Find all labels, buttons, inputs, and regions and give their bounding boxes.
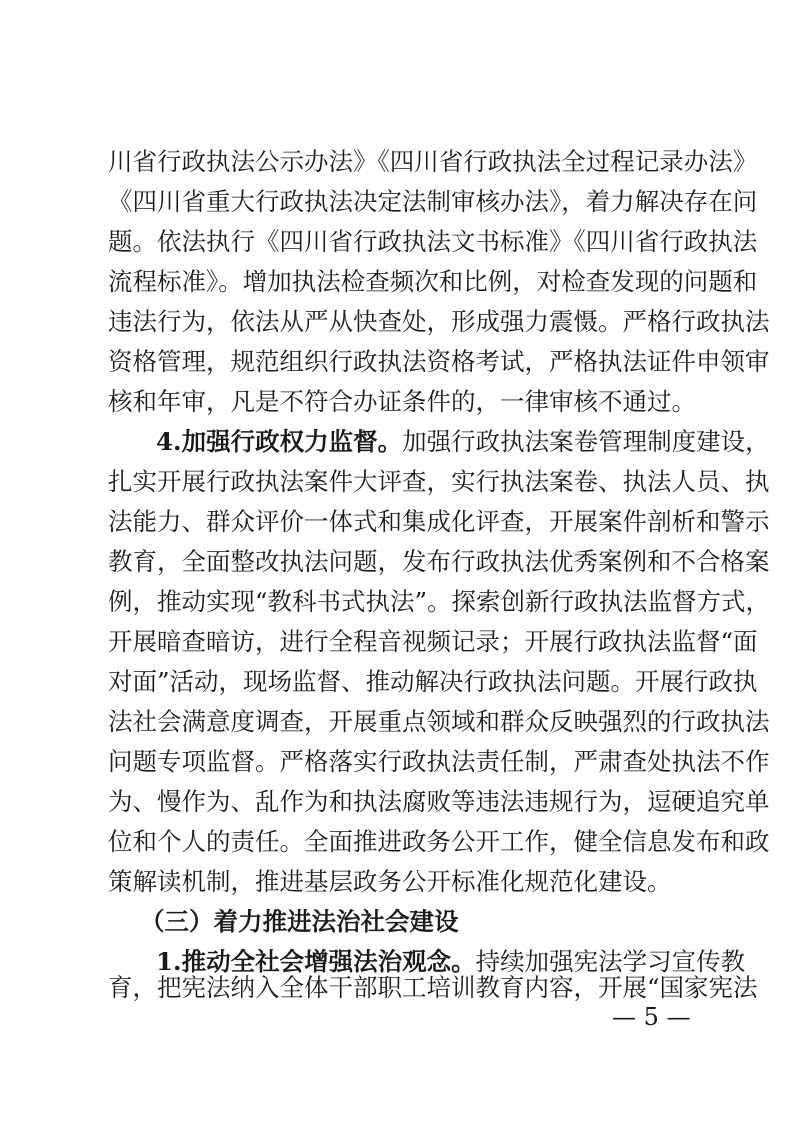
body-text-line: 育，把宪法纳入全体干部职工培训教育内容，开展“国家宪法: [108, 973, 758, 1002]
body-text-line: 法能力、群众评价一体式和集成化评查，开展案件剖析和警示: [108, 507, 770, 536]
body-text-line: 《四川省重大行政执法决定法制审核办法》，着力解决存在问: [108, 187, 758, 216]
body-text-line: 问题专项监督。严格落实行政执法责任制，严肃查处执法不作: [108, 747, 770, 776]
page-number: — 5 —: [612, 1003, 691, 1031]
body-text-line: 违法行为，依法从严从快查处，形成强力震慑。严格行政执法: [108, 307, 770, 336]
body-text-line: 对面”活动，现场监督、推动解决行政执法问题。开展行政执: [108, 667, 758, 696]
section-heading-4: 4.加强行政权力监督。: [156, 427, 403, 456]
body-text-line: 流程标准》。增加执法检查频次和比例，对检查发现的问题和: [108, 267, 758, 296]
section-heading-3: （三）着力推进法治社会建设: [140, 907, 459, 936]
body-text-line: 川省行政执法公示办法》《四川省行政执法全过程记录办法》: [108, 147, 758, 176]
body-text-line: 扎实开展行政执法案件大评查，实行执法案卷、执法人员、执: [108, 467, 770, 496]
body-text-line: 资格管理，规范组织行政执法资格考试，严格执法证件申领审: [108, 347, 770, 376]
body-text-line: 位和个人的责任。全面推进政务公开工作，健全信息发布和政: [108, 827, 770, 856]
body-text-line: 策解读机制，推进基层政务公开标准化规范化建设。: [108, 867, 672, 896]
body-text-line: 为、慢作为、乱作为和执法腐败等违法违规行为，逗硬追究单: [108, 787, 770, 816]
body-text-line: 题。依法执行《四川省行政执法文书标准》《四川省行政执法: [108, 227, 758, 256]
body-text-line: 例，推动实现“教科书式执法”。探索创新行政执法监督方式，: [108, 587, 771, 616]
paragraph-first-line: [156, 426, 770, 458]
section-heading-1: 1.推动全社会增强法治观念。: [156, 947, 476, 976]
body-text-span: 持续加强宪法学习宣传教: [475, 947, 746, 976]
body-text-line: 开展暗查暗访，进行全程音视频记录；开展行政执法监督“面: [108, 627, 758, 656]
body-text-line: 教育，全面整改执法问题，发布行政执法优秀案例和不合格案: [108, 547, 770, 576]
body-text-line: 法社会满意度调查，开展重点领域和群众反映强烈的行政执法: [108, 707, 770, 736]
body-text-span: 加强行政执法案卷管理制度建设，: [402, 427, 770, 456]
body-text-line: 核和年审，凡是不符合办证条件的，一律审核不通过。: [108, 387, 696, 416]
